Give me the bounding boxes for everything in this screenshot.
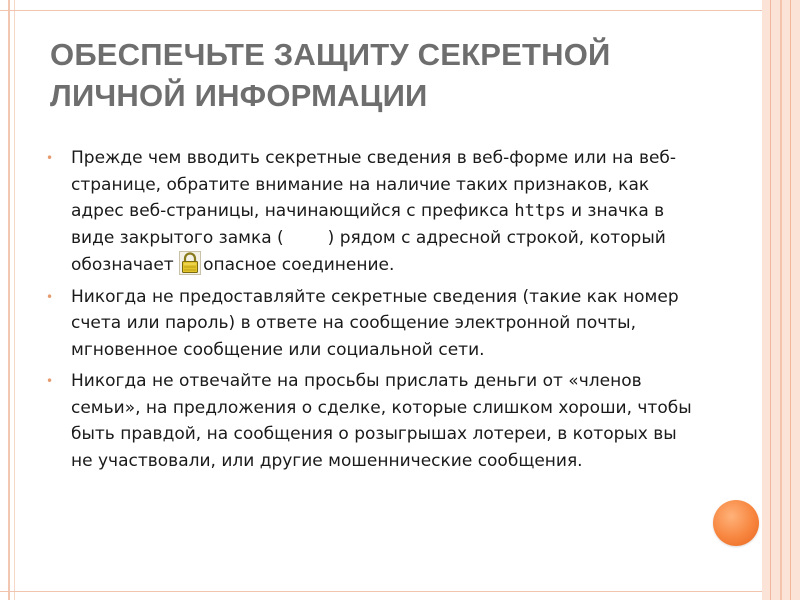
bottom-border	[0, 591, 762, 592]
slide-title	[50, 34, 730, 116]
bullet-2-text: Никогда не предоставляйте секретные сведения (такие как номер счета или пароль) в ответе на сообщение электронной почты, мгновенное сообщение или социальной сети.	[71, 286, 679, 360]
bullet-1-text-start: Прежде чем вводить секретные сведения в веб-форме или на веб-странице, обратите внимание на наличие таких признаков, как адрес веб-страницы, начинающийся с префикса	[71, 148, 677, 221]
orange-circle-decoration	[713, 500, 759, 546]
bullet-item-no-money	[44, 368, 694, 474]
bullet-3-text: Никогда не отвечайте на просьбы прислать деньги от «членов семьи», на предложения о сделке, которые слишком хороши, чтобы быть правдой, на сообщения о розыгрышах лотереи, в которых вы не участвовали, или другие мошеннические сообщения.	[71, 371, 692, 471]
https-prefix: https	[514, 201, 566, 221]
right-decoration	[762, 0, 800, 600]
left-decoration	[0, 0, 20, 600]
title-line-1: ОБЕСПЕЧЬТЕ ЗАЩИТУ СЕКРЕТНОЙ	[50, 37, 611, 72]
bullet-1-text-address: ) рядом с адресной строкой, который обозначает	[71, 227, 666, 275]
bullet-item-no-share	[44, 284, 694, 364]
top-border	[0, 10, 762, 11]
bullet-1-text-end: опасное соединение.	[203, 255, 395, 275]
bullet-list	[44, 145, 694, 479]
title-line-2: ЛИЧНОЙ ИНФОРМАЦИИ	[50, 78, 428, 113]
lock-icon	[179, 251, 201, 275]
bullet-marker: •	[46, 151, 54, 165]
bullet-marker: •	[46, 289, 54, 304]
bullet-marker: •	[46, 374, 54, 388]
bullet-1-text-lock: и значка в виде закрытого замка (	[71, 201, 665, 248]
bullet-item-https	[44, 145, 694, 279]
